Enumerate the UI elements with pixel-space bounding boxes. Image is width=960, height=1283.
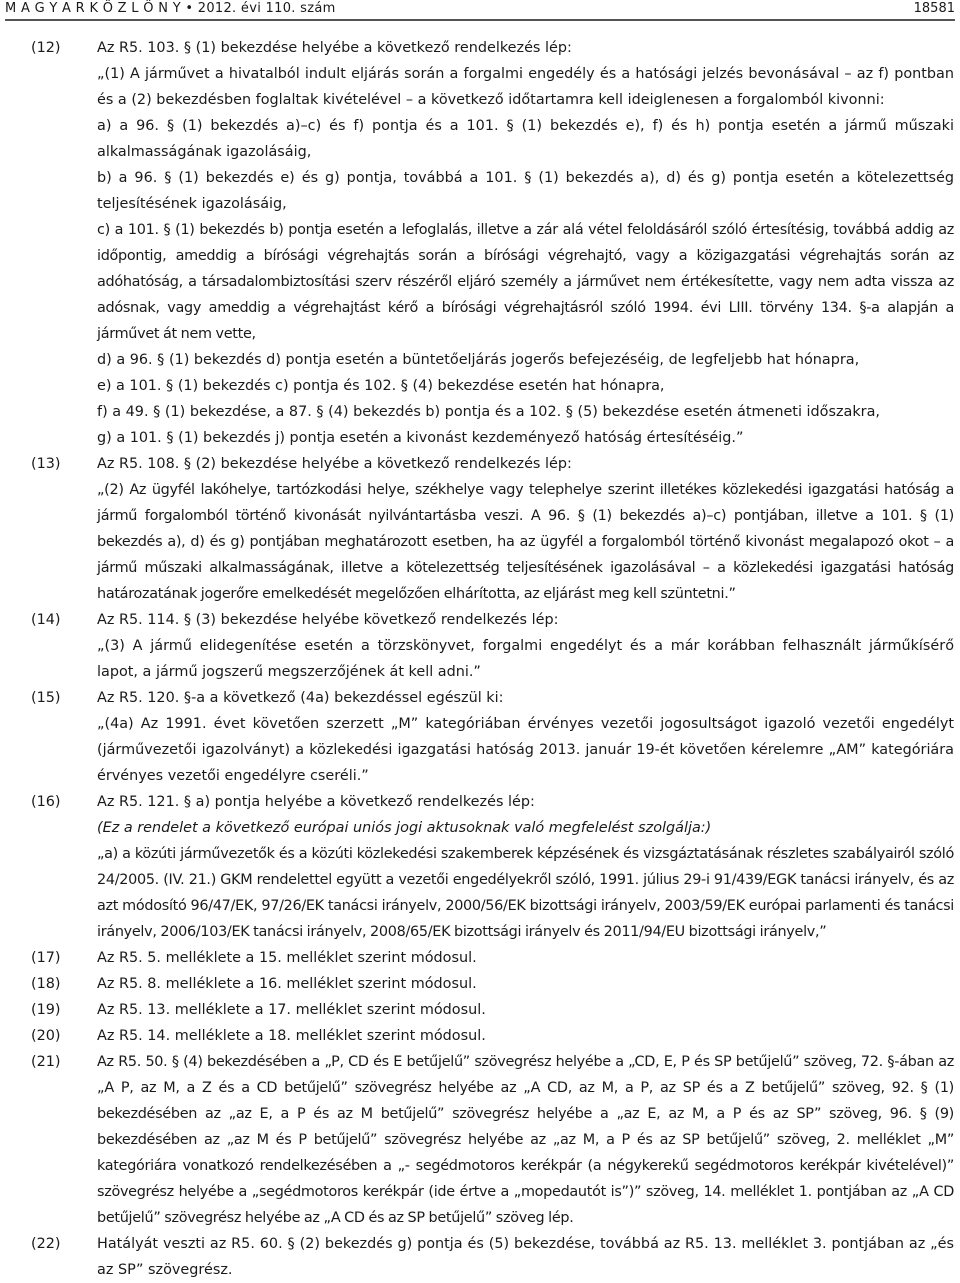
section-number: (15): [31, 690, 61, 706]
paragraph: Hatályát veszti az R5. 60. § (2) bekezdés g) pontja és (5) bekezdése, továbbá az R5. 13. melléklet 3. pontjában az „és az SP” szövegrész.: [97, 1236, 954, 1278]
section-number: (18): [31, 976, 61, 992]
section-number: (20): [31, 1028, 61, 1044]
section-13: [0, 451, 960, 607]
section-text: [97, 1023, 954, 1049]
paragraph: b) a 96. § (1) bekezdés e) és g) pontja, továbbá a 101. § (1) bekezdés a), d) és g) pontja esetén a kötelezettség teljesítésének igazolásáig,: [97, 170, 954, 212]
section-15: [0, 685, 960, 789]
section-text: [97, 35, 954, 451]
section-22: [0, 1231, 960, 1283]
section-18: [0, 971, 960, 997]
section-number: (22): [31, 1236, 61, 1252]
section-number: (13): [31, 456, 61, 472]
paragraph: Az R5. 120. §-a a következő (4a) bekezdéssel egészül ki:: [97, 690, 504, 706]
paragraph: Az R5. 5. melléklete a 15. melléklet szerint módosul.: [97, 950, 477, 966]
section-text: [97, 451, 954, 607]
section-number: (14): [31, 612, 61, 628]
section-number: (17): [31, 950, 61, 966]
paragraph: „(3) A jármű elidegenítése esetén a törzskönyvet, forgalmi engedélyt és a már korábban felhasznált járműkísérő lapot, a jármű jogszerű megszerzőjének át kell adni.”: [97, 638, 954, 680]
section-text: [97, 971, 954, 997]
paragraph: „(4a) Az 1991. évet követően szerzett „M” kategóriában érvényes vezetői jogosultságot igazoló vezetői engedélyt (járművezetői igazolványt) a közlekedési igazgatási hatóság 2013. január 19-ét követően kérelemre „AM” kategóriára érvényes vezetői engedélyre cseréli.”: [97, 716, 954, 784]
section-text: [97, 1231, 954, 1283]
paragraph: Az R5. 8. melléklete a 16. melléklet szerint módosul.: [97, 976, 477, 992]
section-text: [97, 945, 954, 971]
paragraph: „(1) A járművet a hivatalból indult eljárás során a forgalmi engedély és a hatósági jelzés bevonásával – az f) pontban és a (2) bekezdésben foglaltak kivételével – a következő időtartamra kell ideiglenesen a forgalomból kivonni:: [97, 66, 954, 108]
section-14: [0, 607, 960, 685]
section-20: [0, 1023, 960, 1049]
paragraph: „a) a közúti járművezetők és a közúti közlekedési szakemberek képzésének és vizsgáztatásának részletes szabályairól szóló 24/2005. (IV. 21.) GKM rendelettel együtt a vezetői engedélyekről szóló, 1991. július 29-i 91/439/EGK tanácsi irányelv, és az azt módosító 96/47/EK, 97/26/EK tanácsi irányelv, 2000/56/EK bizottsági irányelv, 2003/59/EK európai parlamenti és tanácsi irányelv, 2006/103/EK tanácsi irányelv, 2008/65/EK bizottsági irányelv és 2011/94/EU bizottsági irányelv,”: [97, 846, 954, 940]
section-number: (19): [31, 1002, 61, 1018]
paragraph: Az R5. 14. melléklete a 18. melléklet szerint módosul.: [97, 1028, 486, 1044]
document-body: [0, 35, 960, 1283]
journal-title: M A G Y A R K Ö Z L Ö N Y • 2012. évi 110. szám: [5, 1, 336, 16]
paragraph: g) a 101. § (1) bekezdés j) pontja esetén a kivonást kezdeményező hatóság értesítéséig.”: [97, 430, 744, 446]
paragraph: a) a 96. § (1) bekezdés a)–c) és f) pontja és a 101. § (1) bekezdés e), f) és h) pontja esetén a jármű műszaki alkalmasságának igazolásáig,: [97, 118, 954, 160]
page-number: 18581: [913, 1, 955, 16]
paragraph: Az R5. 13. melléklete a 17. melléklet szerint módosul.: [97, 1002, 486, 1018]
section-text: [97, 997, 954, 1023]
section-21: [0, 1049, 960, 1231]
paragraph: „(2) Az ügyfél lakóhelye, tartózkodási helye, székhelye vagy telephelye szerint illetékes közlekedési igazgatási hatóság a jármű forgalomból történő kivonását nyilvántartásba veszi. A 96. § (1) bekezdés a)–c) pontjában, illetve a 101. § (1) bekezdés a), d) és g) pontjában meghatározott esetben, ha az ügyfél a forgalomból történő kivonást megalapozó okot – a jármű műszaki alkalmasságának, illetve a kötelezettség teljesítésének igazolásával – a közlekedési igazgatási hatóság határozatának jogerőre emelkedését megelőzően elhárította, az eljárást meg kell szüntetni.”: [97, 482, 954, 602]
paragraph: Az R5. 108. § (2) bekezdése helyébe a következő rendelkezés lép:: [97, 456, 572, 472]
paragraph: c) a 101. § (1) bekezdés b) pontja esetén a lefoglalás, illetve a zár alá vétel feloldásáról szóló értesítésig, továbbá addig az időpontig, ameddig a bírósági végrehajtás során a bírósági végrehajtó, vagy a közigazgatási végrehajtás során az adóhatóság, a társadalombiztosítási szerv részéről eljáró személy a járművet nem értékesítette, vagy nem adta vissza az adósnak, vagy ameddig a végrehajtást kérő a bírósági végrehajtásról szóló 1994. évi LIII. törvény 134. §-a alapján a járművet át nem vette,: [97, 222, 954, 342]
paragraph: Az R5. 50. § (4) bekezdésében a „P, CD és E betűjelű” szövegrész helyébe a „CD, E, P és SP betűjelű” szöveg, 72. §-ában az „A P, az M, a Z és a CD betűjelű” szövegrész helyébe az „A CD, az M, a P, az SP és a Z betűjelű” szöveg, 92. § (1) bekezdésében az „az E, a P és az M betűjelű” szövegrész helyébe a „az E, az M, a P és az SP” szöveg, 96. § (9) bekezdésében az „az M és P betűjelű” szövegrész helyébe az „az M, a P és az SP betűjelű” szöveg, 2. melléklet „M” kategóriára vonatkozó rendelkezésében a „- segédmotoros kerékpár (a négykerekű segédmotoros kerékpár kivételével)” szövegrész helyébe a „segédmotoros kerékpár (ide értve a „mopedautót is”)” szöveg, 14. melléklet 1. pontjában az „A CD betűjelű” szövegrész helyébe az „A CD és az SP betűjelű” szöveg lép.: [97, 1054, 954, 1226]
section-19: [0, 997, 960, 1023]
paragraph: (Ez a rendelet a következő európai uniós jogi aktusoknak való megfelelést szolgálja:): [97, 820, 712, 836]
paragraph: e) a 101. § (1) bekezdés c) pontja és 102. § (4) bekezdése esetén hat hónapra,: [97, 378, 665, 394]
section-text: [97, 789, 954, 945]
paragraph: Az R5. 114. § (3) bekezdése helyébe következő rendelkezés lép:: [97, 612, 559, 628]
paragraph: d) a 96. § (1) bekezdés d) pontja esetén a büntetőeljárás jogerős befejezéséig, de legfeljebb hat hónapra,: [97, 352, 860, 368]
section-text: [97, 685, 954, 789]
section-text: [97, 1049, 954, 1231]
section-number: (12): [31, 40, 61, 56]
page-header: [5, 0, 955, 24]
paragraph: f) a 49. § (1) bekezdése, a 87. § (4) bekezdés b) pontja és a 102. § (5) bekezdése esetén átmeneti időszakra,: [97, 404, 880, 420]
section-number: (21): [31, 1054, 61, 1070]
section-16: [0, 789, 960, 945]
header-rule: [5, 19, 955, 21]
section-text: [97, 607, 954, 685]
paragraph: Az R5. 121. § a) pontja helyébe a következő rendelkezés lép:: [97, 794, 535, 810]
section-number: (16): [31, 794, 61, 810]
paragraph: Az R5. 103. § (1) bekezdése helyébe a következő rendelkezés lép:: [97, 40, 572, 56]
section-17: [0, 945, 960, 971]
section-12: [0, 35, 960, 451]
